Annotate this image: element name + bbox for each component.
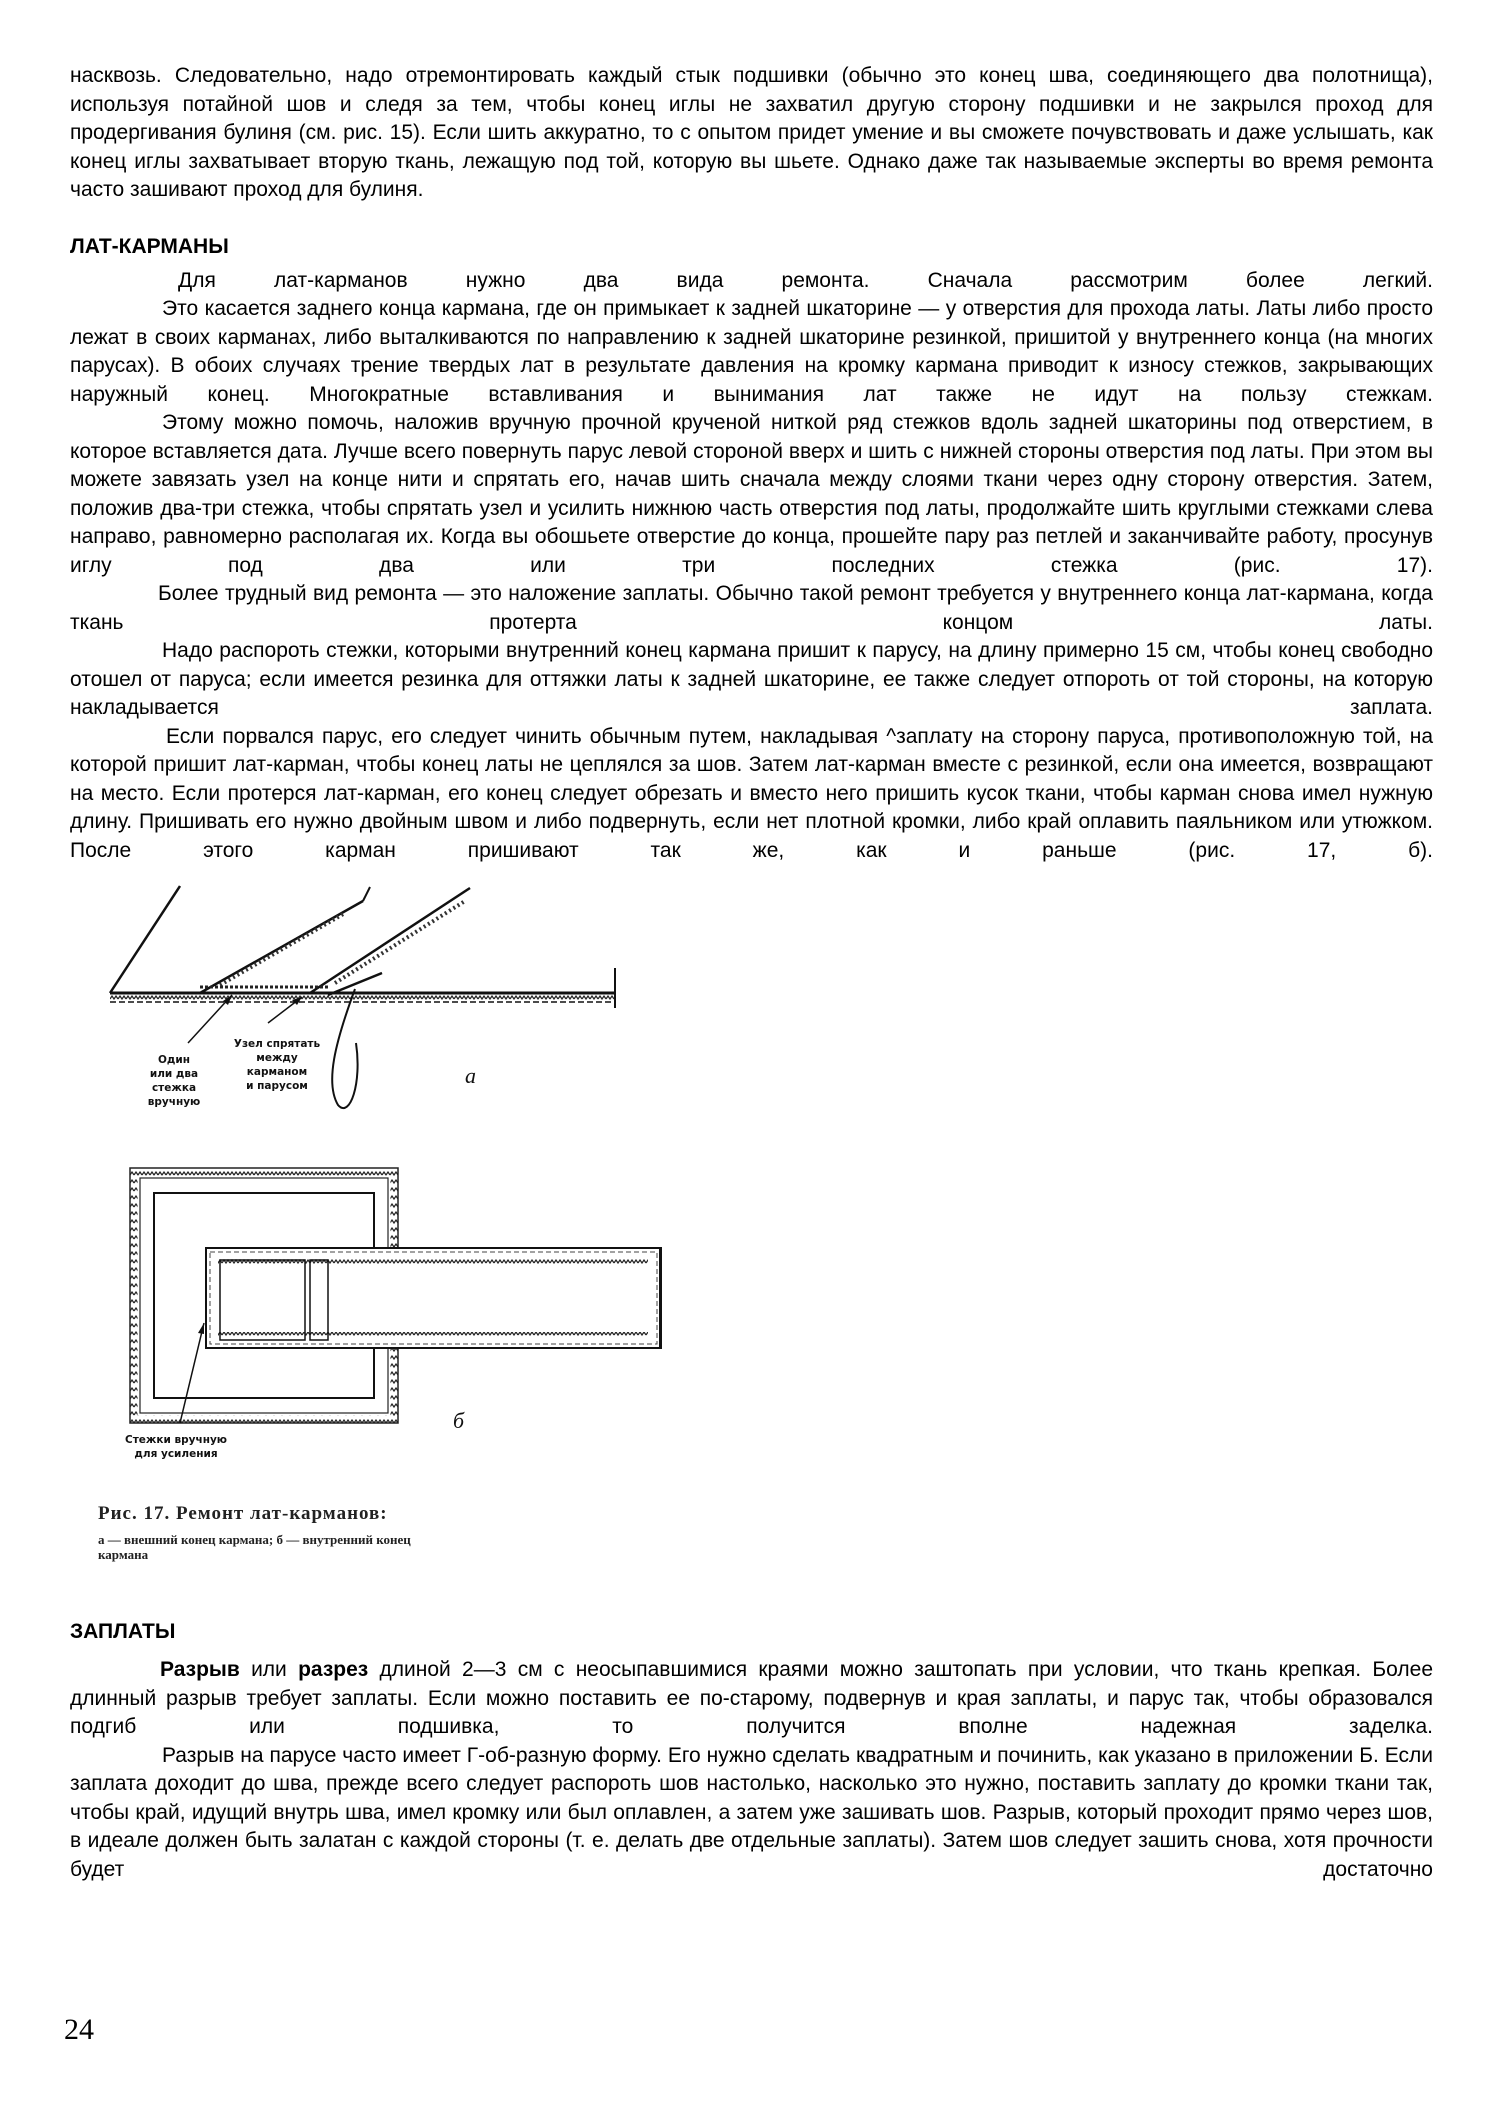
label-a2-line4: и парусом — [246, 1080, 308, 1092]
lat-paragraph-5: Надо распороть стежки, которыми внутренний конец кармана пришит к парусу, на длину примерно 15 см, чтобы конец свободно отошел от паруса; если имеется резинка для оттяжки латы к задней шкаторине, ее также следует отпороть от той стороны, на которую накладывается заплата. — [70, 639, 1433, 719]
intro-paragraph: насквозь. Следовательно, надо отремонтировать каждый стык подшивки (обычно это конец шва, соединяющего два полотнища), используя потайной шов и следя за тем, чтобы конец иглы не захватил другую сторону подшивки и не закрылся проход для продергивания булиня (см. рис. 15). Если шить аккуратно, то с опытом придет умение и вы сможете почувствовать и даже услышать, как конец иглы захватывает вторую ткань, лежащую под той, которую вы шьете. Однако даже так называемые эксперты во время ремонта часто зашивают проход для булиня. — [70, 64, 1433, 201]
lat-paragraph-1: Для лат-карманов нужно два вида ремонта. Сначала рассмотрим более легкий. — [178, 268, 1433, 292]
letter-b: б — [453, 1408, 465, 1433]
label-b-line1: Стежки вручную — [124, 1434, 228, 1446]
figure-caption-sub-2: кармана — [98, 1547, 149, 1562]
label-a1-line2: или два — [149, 1068, 199, 1080]
patch-paragraph-1-text: длиной 2—3 см с неосыпавшимися краями можно заштопать при условии, что ткань крепкая. Более длинный разрыв требует заплаты. Если можно поставить ее по-старому, подвернув и края заплаты, и парус так, чтобы образовался подгиб или подшивка, то получится вполне надежная заделка. — [70, 1658, 1434, 1738]
figure-caption-sub-1: а — внешний конец кармана; б — внутренний конец — [98, 1532, 411, 1547]
lat-paragraph-4: Более трудный вид ремонта — это наложение заплаты. Обычно такой ремонт требуется у внутреннего конца лат-кармана, когда ткань протерта концом латы. — [70, 582, 1433, 634]
patch-paragraph-2: Разрыв на парусе часто имеет Г-об-разную форму. Его нужно сделать квадратным и починить, как указано в приложении Б. Если заплата доходит до шва, прежде всего следует распороть шов настолько, насколько это нужно, поставить заплату до кромки ткани так, чтобы край, идущий внутрь шва, имел кромку или был оплавлен, а затем уже зашивать шов. Разрыв, который проходит прямо через шов, в идеале должен быть залатан с каждой стороны (т. е. делать две отдельные заплаты). Затем шов следует зашить снова, хотя прочности будет достаточно — [70, 1743, 1433, 1881]
letter-a: а — [465, 1063, 476, 1088]
label-a2-line1: Узел спрятать — [233, 1038, 321, 1050]
document-page — [70, 62, 1433, 1884]
lat-paragraph-6: Если порвался парус, его следует чинить обычным путем, накладывая ^заплату на сторону паруса, противоположную той, на которой пришит лат-карман, чтобы конец латы не цеплялся за шов. Затем лат-карман вместе с резинкой, если она имеется, возвращают на место. Если протерся лат-карман, его конец следует обрезать и вместо него пришить кусок ткани, чтобы карман снова имел нужную длину. Пришивать его нужно двойным швом и либо подвернуть, если нет плотной кромки, либо край оплавить паяльником или утюжком. После этого карман пришивают так же, как и раньше (рис. 17, б). — [70, 724, 1433, 862]
patch-paragraph-1 — [70, 1656, 1433, 1742]
term-tear: Разрыв — [160, 1658, 240, 1681]
figure-caption-title: Рис. 17. Ремонт лат-карманов: — [98, 1503, 388, 1524]
label-a2-line3: карманом — [246, 1066, 308, 1078]
figure-part-b — [125, 1168, 661, 1460]
figure-part-a — [110, 886, 615, 1108]
label-a1-line4: вручную — [147, 1096, 201, 1108]
label-a1-line1: Один — [157, 1054, 191, 1066]
patch-text-connector: или — [239, 1658, 299, 1681]
heading-lat-pockets: ЛАТ-КАРМАНЫ — [70, 234, 229, 258]
label-a1-line3: стежка — [151, 1082, 197, 1094]
label-a2-line2: между — [256, 1052, 298, 1064]
lat-paragraph-3: Этому можно помочь, наложив вручную прочной крученой ниткой ряд стежков вдоль задней шкаторины под отверстием, в которое вставляется дата. Лучше всего повернуть парус левой стороной вверх и шить с нижней стороны отверстия под латы. При этом вы можете завязать узел на конце нити и спрятать его, начав шить сначала между слоями ткани через одну сторону отверстия. Затем, положив два-три стежка, чтобы спрятать узел и усилить нижнюю часть отверстия под латы, продолжайте шить круглыми стежками слева направо, равномерно располагая их. Когда вы обошьете отверстие до конца, прошейте пару раз петлей и заканчивайте работу, просунув иглу под два или три последних стежка (рис. 17). — [70, 411, 1433, 577]
lat-paragraph-2: Это касается заднего конца кармана, где он примыкает к задней шкаторине — у отверстия для прохода латы. Латы либо просто лежат в своих карманах, либо выталкиваются по направлению к задней шкаторине резинкой, пришитой у внутреннего конца (на многих парусах). В обоих случаях трение твердых лат в результате давления на кромку кармана приводит к износу стежков, закрывающих наружный конец. Многократные вставливания и вынимания лат также не идут на пользу стежкам. — [70, 297, 1433, 406]
heading-patches: ЗАПЛАТЫ — [70, 1620, 176, 1643]
figure-17 — [70, 883, 670, 1618]
figure-17-drawing — [70, 883, 670, 1618]
label-b-line2: для усиления — [134, 1448, 218, 1460]
page-number: 24 — [64, 2013, 94, 2046]
term-cut: разрез — [298, 1658, 369, 1681]
